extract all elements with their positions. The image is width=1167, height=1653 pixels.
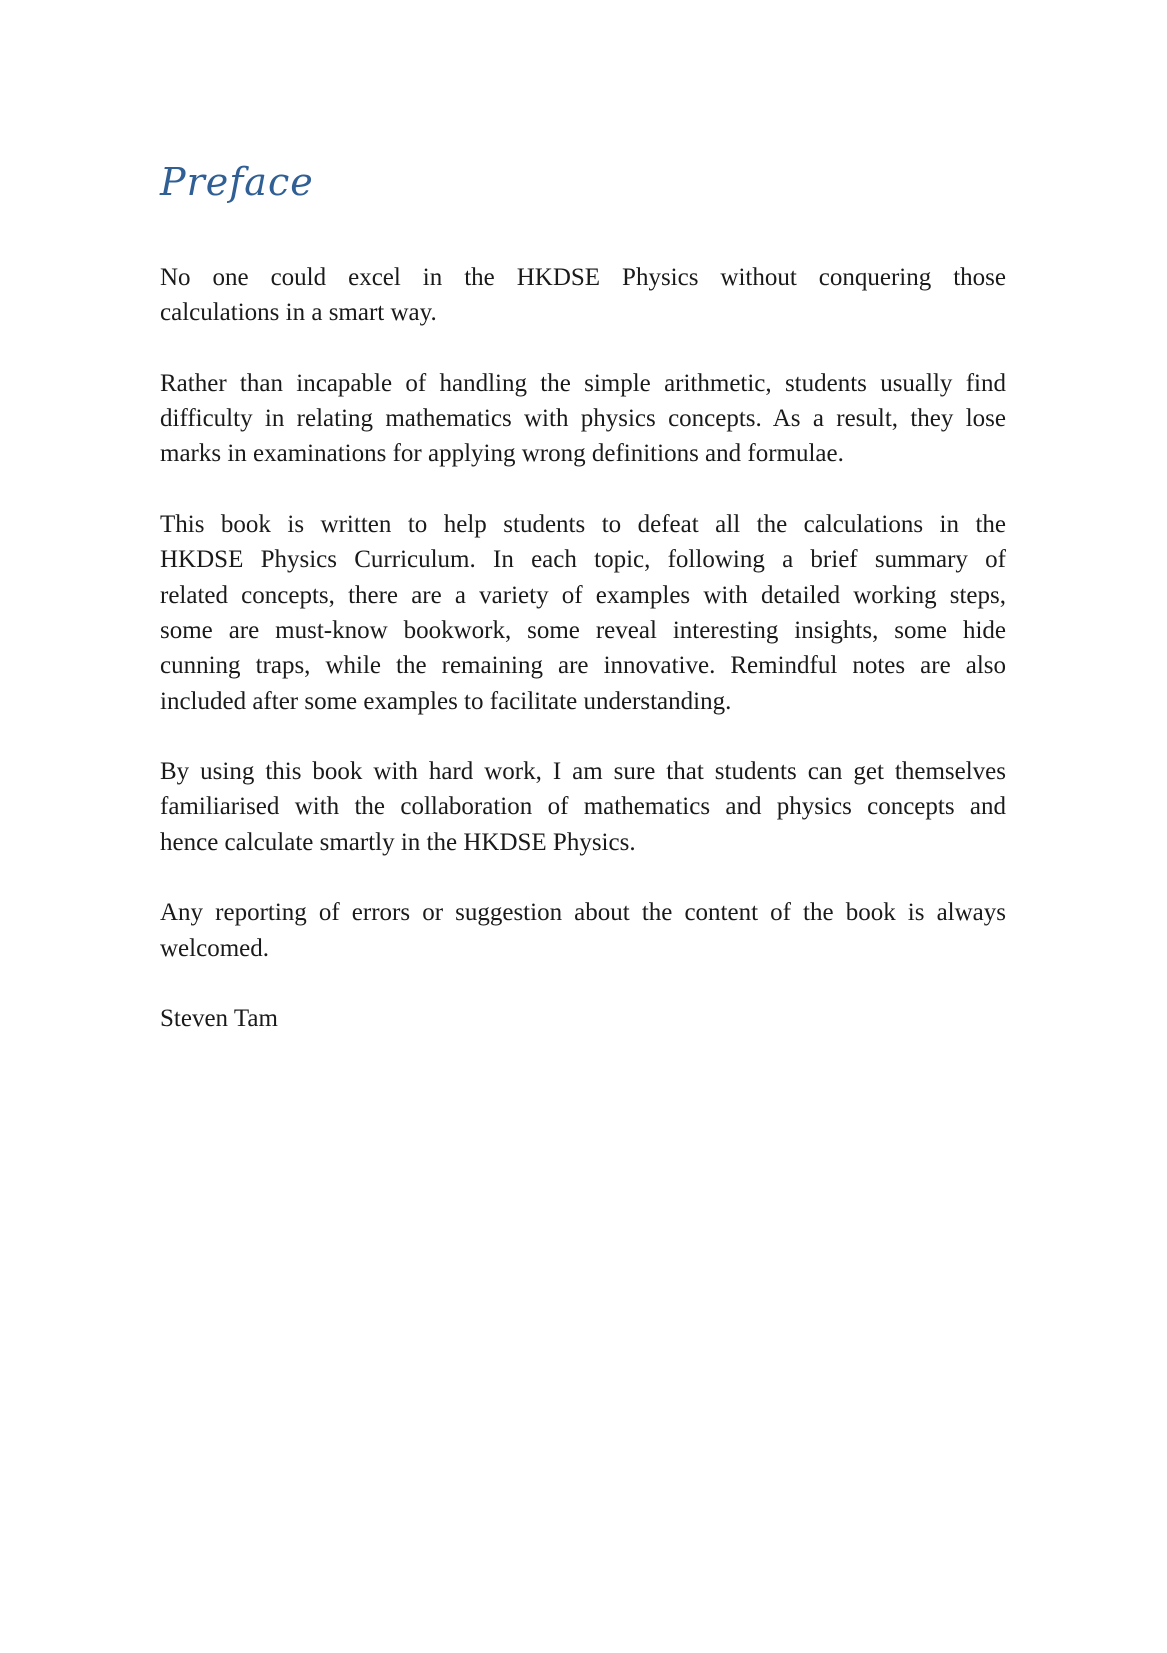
text-line: welcomed.: [160, 934, 269, 962]
paragraph: [160, 366, 1006, 472]
paragraph: [160, 260, 1006, 331]
text-line: Rather than incapable of handling the simple arithmetic, students usually find: [160, 369, 1006, 397]
text-line: difficulty in relating mathematics with physics concepts. As a result, they lose: [160, 405, 1006, 433]
text-line: hence calculate smartly in the HKDSE Physics.: [160, 828, 636, 856]
paragraph: [160, 507, 1006, 719]
text-line: some are must-know bookwork, some reveal interesting insights, some hide: [160, 616, 1006, 644]
text-line: cunning traps, while the remaining are innovative. Remindful notes are also: [160, 652, 1006, 680]
text-line: included after some examples to facilitate understanding.: [160, 687, 732, 715]
text-line: calculations in a smart way.: [160, 299, 437, 327]
text-line: By using this book with hard work, I am sure that students can get themselves: [160, 758, 1006, 786]
text-line: marks in examinations for applying wrong definitions and formulae.: [160, 440, 844, 468]
text-line: familiarised with the collaboration of mathematics and physics concepts and: [160, 793, 1006, 821]
author-signature: [160, 1001, 1006, 1036]
text-line: No one could excel in the HKDSE Physics without conquering those: [160, 264, 1006, 291]
text-line: Steven Tam: [160, 1005, 278, 1033]
text-line: HKDSE Physics Curriculum. In each topic, following a brief summary of: [160, 546, 1006, 574]
page-title: Preface: [160, 160, 314, 204]
text-line: This book is written to help students to defeat all the calculations in the: [160, 511, 1006, 539]
paragraph: [160, 895, 1006, 966]
text-line: related concepts, there are a variety of examples with detailed working steps,: [160, 581, 1006, 609]
preface-body: [160, 260, 1006, 1072]
text-line: Any reporting of errors or suggestion about the content of the book is always: [160, 899, 1006, 927]
paragraph: [160, 754, 1006, 860]
